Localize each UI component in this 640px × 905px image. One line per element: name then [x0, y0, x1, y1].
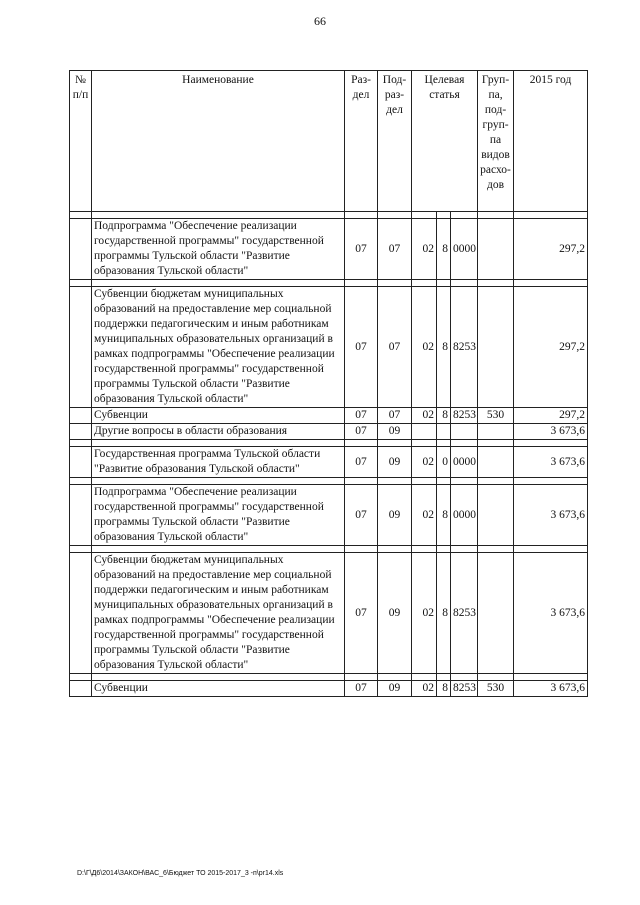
spacer-cell: [92, 280, 345, 287]
page-number: 66: [314, 14, 326, 28]
row-name: Государственная программа Тульской области "Развитие образования Тульской области": [92, 447, 345, 478]
header-row: [70, 71, 588, 212]
header-year: 2015 год: [514, 71, 588, 212]
row-target-program: 02: [412, 681, 437, 697]
row-num: [70, 408, 92, 424]
spacer-cell: [437, 212, 451, 219]
spacer-cell: [437, 440, 451, 447]
spacer-cell: [378, 440, 412, 447]
spacer-cell: [345, 546, 378, 553]
spacer-cell: [412, 674, 437, 681]
row-subsection: 09: [378, 485, 412, 546]
spacer-cell: [514, 478, 588, 485]
spacer-cell: [451, 478, 478, 485]
row-num: [70, 424, 92, 440]
row-target-subprogram: 8: [437, 681, 451, 697]
spacer-cell: [92, 674, 345, 681]
spacer-row: [70, 212, 588, 219]
row-subsection: 09: [378, 424, 412, 440]
row-amount: 297,2: [514, 408, 588, 424]
spacer-cell: [412, 478, 437, 485]
header-subsection: Под- раз- дел: [378, 71, 412, 212]
row-num: [70, 681, 92, 697]
spacer-row: [70, 674, 588, 681]
table-row: [70, 287, 588, 408]
spacer-cell: [92, 440, 345, 447]
row-section: 07: [345, 485, 378, 546]
row-target-subprogram: 0: [437, 447, 451, 478]
table-row: [70, 447, 588, 478]
spacer-cell: [70, 212, 92, 219]
row-expense-group: [478, 553, 514, 674]
row-subsection: 09: [378, 553, 412, 674]
table-row: [70, 553, 588, 674]
spacer-cell: [378, 212, 412, 219]
row-expense-group: [478, 447, 514, 478]
row-expense-group: 530: [478, 681, 514, 697]
spacer-cell: [478, 212, 514, 219]
spacer-cell: [70, 546, 92, 553]
row-name: Субвенции: [92, 408, 345, 424]
spacer-cell: [514, 546, 588, 553]
table-row: [70, 408, 588, 424]
table-row: [70, 485, 588, 546]
row-subsection: 07: [378, 287, 412, 408]
spacer-cell: [412, 280, 437, 287]
row-target-subprogram: 8: [437, 553, 451, 674]
row-section: 07: [345, 424, 378, 440]
spacer-cell: [345, 280, 378, 287]
spacer-cell: [514, 280, 588, 287]
row-name: Подпрограмма "Обеспечение реализации государственной программы" государственной программы Тульской области "Развитие образования Тульской области": [92, 485, 345, 546]
spacer-cell: [451, 280, 478, 287]
spacer-cell: [437, 280, 451, 287]
spacer-cell: [70, 674, 92, 681]
row-amount: 297,2: [514, 287, 588, 408]
spacer-cell: [378, 280, 412, 287]
header-name: Наименование: [92, 71, 345, 212]
row-section: 07: [345, 447, 378, 478]
row-amount: 3 673,6: [514, 485, 588, 546]
header-num: № п/п: [70, 71, 92, 212]
row-target-program: 02: [412, 553, 437, 674]
row-target-code: [451, 424, 478, 440]
spacer-cell: [451, 212, 478, 219]
spacer-row: [70, 280, 588, 287]
row-subsection: 09: [378, 681, 412, 697]
spacer-cell: [478, 674, 514, 681]
row-section: 07: [345, 219, 378, 280]
spacer-cell: [92, 212, 345, 219]
row-target-program: [412, 424, 437, 440]
row-name: Субвенции бюджетам муниципальных образований на предоставление мер социальной поддержки педагогическим и иным работникам муниципальных образовательных организаций в рамках подпрограммы "Обеспечение реализации государственной программы" государственной программы Тульской области "Развитие образования Тульской области": [92, 553, 345, 674]
header-expense-group: Груп- па, под- груп- па видов расхо- дов: [478, 71, 514, 212]
row-section: 07: [345, 553, 378, 674]
spacer-cell: [514, 674, 588, 681]
spacer-cell: [478, 478, 514, 485]
row-num: [70, 485, 92, 546]
spacer-row: [70, 546, 588, 553]
spacer-cell: [345, 478, 378, 485]
row-amount: 3 673,6: [514, 447, 588, 478]
row-subsection: 07: [378, 408, 412, 424]
row-subsection: 09: [378, 447, 412, 478]
row-amount: 3 673,6: [514, 553, 588, 674]
row-target-subprogram: 8: [437, 408, 451, 424]
spacer-cell: [70, 280, 92, 287]
row-expense-group: [478, 219, 514, 280]
spacer-cell: [412, 212, 437, 219]
spacer-cell: [478, 440, 514, 447]
spacer-cell: [437, 674, 451, 681]
spacer-cell: [92, 478, 345, 485]
spacer-cell: [70, 440, 92, 447]
spacer-cell: [478, 546, 514, 553]
spacer-cell: [378, 674, 412, 681]
spacer-cell: [70, 478, 92, 485]
row-num: [70, 287, 92, 408]
row-target-program: 02: [412, 447, 437, 478]
row-target-subprogram: 8: [437, 485, 451, 546]
row-target-code: 0000: [451, 219, 478, 280]
row-num: [70, 219, 92, 280]
row-target-code: 8253: [451, 681, 478, 697]
row-expense-group: [478, 485, 514, 546]
row-target-code: 8253: [451, 553, 478, 674]
row-amount: 297,2: [514, 219, 588, 280]
spacer-cell: [451, 440, 478, 447]
row-section: 07: [345, 287, 378, 408]
footer-file-path: D:\Г\Д6\2014\ЗАКОН\ВАС_6\Бюджет ТО 2015-2017_3 -п\pr14.xls: [77, 870, 284, 877]
spacer-cell: [378, 546, 412, 553]
spacer-cell: [514, 440, 588, 447]
row-expense-group: [478, 424, 514, 440]
spacer-cell: [437, 546, 451, 553]
row-expense-group: 530: [478, 408, 514, 424]
spacer-cell: [451, 546, 478, 553]
row-target-program: 02: [412, 485, 437, 546]
table-row: [70, 681, 588, 697]
row-target-subprogram: [437, 424, 451, 440]
spacer-cell: [345, 674, 378, 681]
row-subsection: 07: [378, 219, 412, 280]
spacer-cell: [451, 674, 478, 681]
table-row: [70, 424, 588, 440]
row-amount: 3 673,6: [514, 424, 588, 440]
row-target-program: 02: [412, 408, 437, 424]
row-name: Другие вопросы в области образования: [92, 424, 345, 440]
table-row: [70, 219, 588, 280]
row-expense-group: [478, 287, 514, 408]
spacer-cell: [412, 440, 437, 447]
spacer-row: [70, 440, 588, 447]
budget-table: [69, 70, 588, 697]
row-target-program: 02: [412, 219, 437, 280]
row-name: Подпрограмма "Обеспечение реализации государственной программы" государственной программы Тульской области "Развитие образования Тульской области": [92, 219, 345, 280]
spacer-cell: [92, 546, 345, 553]
row-target-code: 8253: [451, 408, 478, 424]
row-target-program: 02: [412, 287, 437, 408]
row-target-code: 0000: [451, 485, 478, 546]
spacer-cell: [412, 546, 437, 553]
row-target-code: 8253: [451, 287, 478, 408]
row-name: Субвенции бюджетам муниципальных образований на предоставление мер социальной поддержки педагогическим и иным работникам муниципальных образовательных организаций в рамках подпрограммы "Обеспечение реализации государственной программы" государственной программы Тульской области "Развитие образования Тульской области": [92, 287, 345, 408]
row-name: Субвенции: [92, 681, 345, 697]
row-target-subprogram: 8: [437, 287, 451, 408]
row-section: 07: [345, 408, 378, 424]
header-target-article: Целевая статья: [412, 71, 478, 212]
spacer-row: [70, 478, 588, 485]
spacer-cell: [378, 478, 412, 485]
spacer-cell: [345, 212, 378, 219]
row-num: [70, 553, 92, 674]
spacer-cell: [514, 212, 588, 219]
row-num: [70, 447, 92, 478]
spacer-cell: [345, 440, 378, 447]
spacer-cell: [478, 280, 514, 287]
row-section: 07: [345, 681, 378, 697]
spacer-cell: [437, 478, 451, 485]
row-target-code: 0000: [451, 447, 478, 478]
header-section: Раз- дел: [345, 71, 378, 212]
row-target-subprogram: 8: [437, 219, 451, 280]
row-amount: 3 673,6: [514, 681, 588, 697]
